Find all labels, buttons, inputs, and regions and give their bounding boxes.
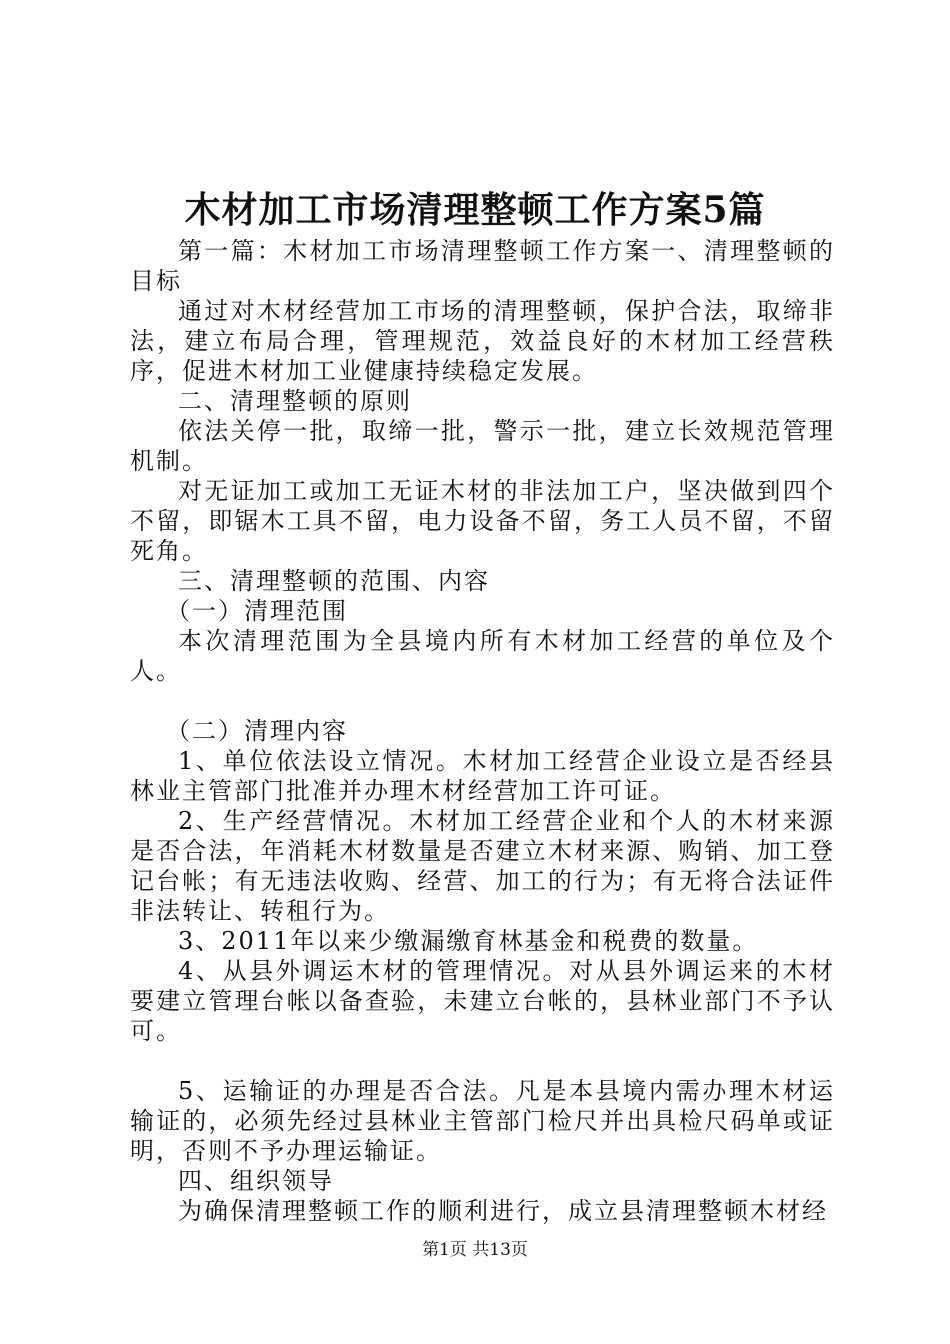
paragraph-organization: 为确保清理整顿工作的顺利进行，成立县清理整顿木材经 (178, 1197, 828, 1225)
section-heading-principles: 二、清理整顿的原则 (178, 387, 412, 415)
list-item-5: 5、运输证的办理是否合法。凡是本县境内需办理木材运输证的，必须先经过县林业主管部门检尺并出具检尺码单或证明，否则不予办理运输证。 (130, 1077, 835, 1165)
subheading-content: （二）清理内容 (166, 717, 348, 745)
subheading-scope: （一）清理范围 (166, 597, 348, 625)
document-body (130, 236, 835, 1226)
list-item-1: 1、单位依法设立情况。木材加工经营企业设立是否经县林业主管部门批准并办理木材经营加工许可证。 (130, 747, 835, 805)
list-item-3: 3、2011年以来少缴漏缴育林基金和税费的数量。 (178, 927, 759, 955)
list-item-2: 2、生产经营情况。木材加工经营企业和个人的木材来源是否合法，年消耗木材数量是否建立木材来源、购销、加工登记台帐；有无违法收购、经营、加工的行为；有无将合法证件非法转让、转租行为。 (130, 807, 835, 925)
paragraph-four-no: 对无证加工或加工无证木材的非法加工户，坚决做到四个不留，即锯木工具不留，电力设备不留，务工人员不留，不留死角。 (130, 477, 835, 565)
section-heading-organization: 四、组织领导 (178, 1167, 334, 1195)
paragraph-goal: 通过对木材经营加工市场的清理整顿，保护合法，取缔非法，建立布局合理，管理规范，效益良好的木材加工经营秩序，促进木材加工业健康持续稳定发展。 (130, 297, 835, 385)
paragraph-principles: 依法关停一批，取缔一批，警示一批，建立长效规范管理机制。 (130, 417, 835, 475)
document-title: 木材加工市场清理整顿工作方案5篇 (184, 189, 766, 231)
page-number-footer: 第1页 共13页 (422, 1240, 528, 1260)
paragraph-heading-part1: 第一篇：木材加工市场清理整顿工作方案一、清理整顿的目标 (130, 237, 835, 295)
paragraph-scope: 本次清理范围为全县境内所有木材加工经营的单位及个人。 (130, 627, 835, 685)
list-item-4: 4、从县外调运木材的管理情况。对从县外调运来的木材要建立管理台帐以备查验，未建立台帐的，县林业部门不予认可。 (130, 957, 835, 1045)
section-heading-scope: 三、清理整顿的范围、内容 (178, 567, 490, 595)
